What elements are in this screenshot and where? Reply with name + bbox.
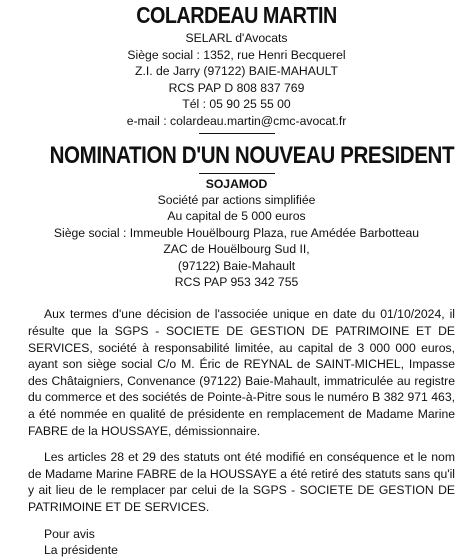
company-address-street: Siège social : Immeuble Houëlbourg Plaza, rue Amédée Barbotteau bbox=[53, 225, 420, 240]
law-firm-type: SELARL d'Avocats bbox=[185, 31, 288, 45]
law-firm-address-street: Siège social : 1352, rue Henri Becquerel bbox=[127, 47, 346, 62]
company-address-city: (97122) Baie-Mahault bbox=[177, 258, 296, 273]
company-rcs: RCS PAP 953 342 755 bbox=[174, 275, 299, 289]
signoff-line: Pour avis bbox=[44, 526, 95, 541]
law-firm-phone: Tél : 05 90 25 55 00 bbox=[182, 97, 291, 112]
law-firm-email: e-mail : colardeau.martin@cmc-avocat.fr bbox=[126, 113, 347, 128]
divider bbox=[199, 173, 275, 174]
signatory: La présidente bbox=[44, 543, 118, 558]
company-capital: Au capital de 5 000 euros bbox=[167, 209, 306, 224]
company-details bbox=[14, 176, 459, 291]
notice-body bbox=[14, 306, 459, 515]
divider bbox=[199, 133, 275, 134]
company-address-zone: ZAC de Houëlbourg Sud II, bbox=[163, 242, 310, 257]
signoff bbox=[14, 526, 459, 559]
law-firm-rcs: RCS PAP D 808 837 769 bbox=[168, 80, 305, 95]
legal-notice-page bbox=[0, 2, 473, 558]
company-name: SOJAMOD bbox=[205, 176, 268, 191]
law-firm-details bbox=[14, 30, 459, 130]
law-firm-address-city: Z.I. de Jarry (97122) BAIE-MAHAULT bbox=[135, 64, 338, 79]
law-firm-name: COLARDEAU MARTIN bbox=[136, 2, 337, 28]
company-legal-form: Société par actions simplifiée bbox=[157, 192, 316, 207]
body-paragraph: Les articles 28 et 29 des statuts ont été modifié en conséquence et le nom de Madame Marine FABRE de la HOUSSAYE a été retiré des statuts sans qu'il y ait lieu de le remplacer par celui de la SGPS - SOCIETE DE GESTION DE PATRIMOINE ET DE SERVICES. bbox=[28, 450, 455, 514]
body-paragraph: Aux termes d'une décision de l'associée unique en date du 01/10/2024, il résulte que la SGPS - SOCIETE DE GESTION DE PATRIMOINE ET DE SERVICES, société à responsabilité limitée, au capital de 3 000 000 euros, ayant son siège social C/o M. Éric de REYNAL de SAINT-MICHEL, Impasse des Châtaigniers, Convenance (97122) Baie-Mahault, immatriculée au registre du commerce et des sociétés de Pointe-à-Pitre sous le numéro B 382 971 463, a été nommée en qualité de présidente en remplacement de Madame Marine FABRE de la HOUSSAYE, démissionnaire. bbox=[28, 307, 455, 438]
notice-title: NOMINATION D'UN NOUVEAU PRESIDENT bbox=[49, 141, 455, 169]
